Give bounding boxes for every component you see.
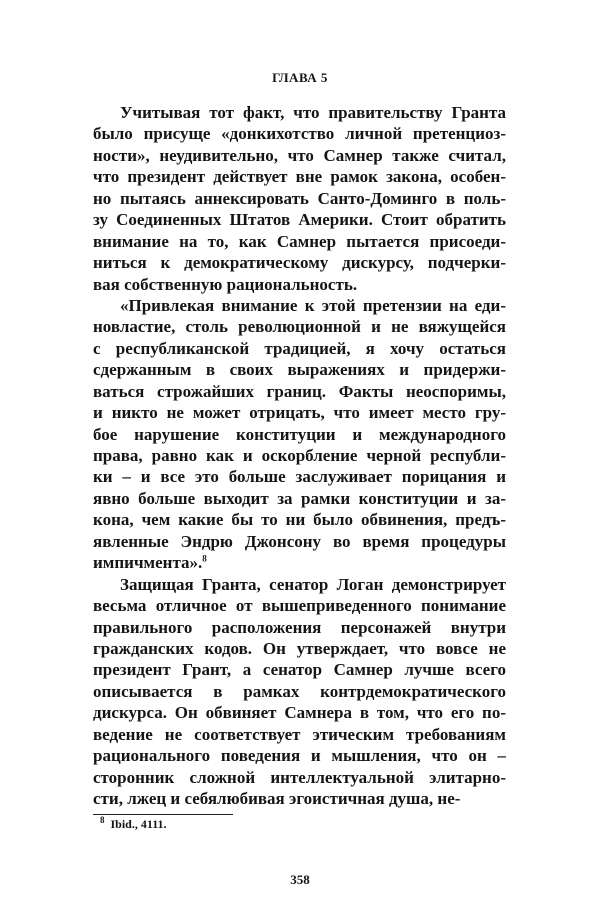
text-line	[93, 681, 506, 702]
text-line-content: с республиканской традицией, я хочу остаться	[93, 338, 506, 358]
text-line-content: президент Грант, а сенатор Самнер лучше всего	[93, 660, 506, 680]
text-line	[93, 123, 506, 144]
text-line	[93, 402, 506, 423]
text-line	[93, 381, 506, 402]
text-line-content: сдержанным в своих выражениях и придержи-	[93, 360, 506, 380]
text-line	[93, 745, 506, 766]
text-line	[93, 788, 506, 809]
text-line	[93, 316, 506, 337]
text-line	[93, 724, 506, 745]
text-line-content: вая собственную рациональность.	[93, 274, 358, 294]
text-line	[93, 531, 506, 552]
text-line-content: дискурса. Он обвиняет Самнера в том, что его по-	[93, 703, 506, 723]
text-line	[93, 767, 506, 788]
text-line-content: ности», неудивительно, что Самнер также считал,	[93, 145, 506, 165]
text-line-content: права, равно как и оскорбление черной республи-	[93, 446, 506, 465]
text-line	[93, 209, 506, 230]
text-line-content: Учитывая тот факт, что правительству Гранта	[120, 103, 506, 122]
text-line-content: явленные Эндрю Джонсону во время процедуры	[93, 531, 506, 551]
text-line-content: правильного расположения персонажей внутри	[93, 617, 506, 637]
page-number: 358	[290, 872, 310, 887]
text-line-content: сторонник сложной интеллектуальной элитарно-	[93, 767, 506, 787]
text-line-content: ки – и все это больше заслуживает порицания и	[93, 467, 506, 487]
text-line	[93, 617, 506, 638]
text-line-content: кона, чем какие бы то ни было обвинения, предъ-	[93, 510, 506, 530]
text-line	[93, 252, 506, 273]
text-line	[93, 702, 506, 723]
text-line-content: описывается в рамках контрдемократического	[93, 681, 506, 701]
text-line	[93, 338, 506, 359]
text-line	[93, 231, 506, 252]
text-line-content: ниться к демократическому дискурсу, подчерки-	[93, 253, 506, 273]
text-line-content: что президент действует вне рамок закона, особен-	[93, 167, 506, 187]
text-line	[93, 638, 506, 659]
text-line-content: Защищая Гранта, сенатор Логан демонстрирует	[120, 574, 506, 594]
text-line	[93, 102, 506, 123]
text-line-content: и никто не может отрицать, что имеет место гру-	[93, 403, 506, 423]
text-line	[93, 359, 506, 380]
footnote-divider	[93, 814, 233, 815]
text-line	[93, 424, 506, 445]
text-line-content: было присуще «донкихотство личной претенциоз-	[93, 124, 506, 144]
text-line	[93, 274, 506, 295]
text-line	[93, 166, 506, 187]
text-line	[93, 145, 506, 166]
text-line-content: ведение не соответствует этическим требованиям	[93, 724, 506, 744]
text-line-content: импичмента».	[93, 553, 203, 573]
footnote-number: 8	[100, 815, 105, 825]
text-line-content: «Привлекая внимание к этой претензии на еди-	[120, 295, 506, 315]
text-line	[93, 509, 506, 530]
text-line-content: рационального поведения и мышления, что он –	[93, 746, 506, 766]
text-line-content: но пытаясь аннексировать Санто-Доминго в поль-	[93, 188, 506, 208]
text-line-content: сти, лжец и себялюбивая эгоистичная душа, не-	[93, 789, 461, 808]
text-line	[93, 659, 506, 680]
text-line-content: ваться строжайших границ. Факты неоспоримы,	[93, 381, 506, 401]
text-line-content: весьма отличное от вышеприведенного понимание	[93, 596, 506, 616]
text-line	[93, 466, 506, 487]
text-line-content: гражданских кодов. Он утверждает, что вовсе не	[93, 638, 506, 658]
text-line-content: зу Соединенных Штатов Америки. Стоит обратить	[93, 210, 506, 230]
footnote-reference: 8	[202, 553, 207, 564]
footnote-text: Ibid., 4111.	[110, 817, 167, 831]
text-line	[93, 488, 506, 509]
text-line	[93, 595, 506, 616]
text-line-content: новластие, столь революционной и не вяжущейся	[93, 317, 506, 337]
text-line-content: внимание на то, как Самнер пытается присоеди-	[93, 231, 506, 251]
text-line-content: бое нарушение конституции и международного	[93, 424, 506, 444]
text-line	[93, 574, 506, 595]
body-text	[93, 102, 506, 809]
text-line	[93, 295, 506, 316]
text-line-content: явно больше выходит за рамки конституции и за-	[93, 488, 506, 508]
chapter-header: ГЛАВА 5	[272, 70, 328, 85]
text-line	[93, 552, 506, 573]
text-line	[93, 188, 506, 209]
text-line	[93, 445, 506, 466]
footnote	[100, 817, 167, 831]
